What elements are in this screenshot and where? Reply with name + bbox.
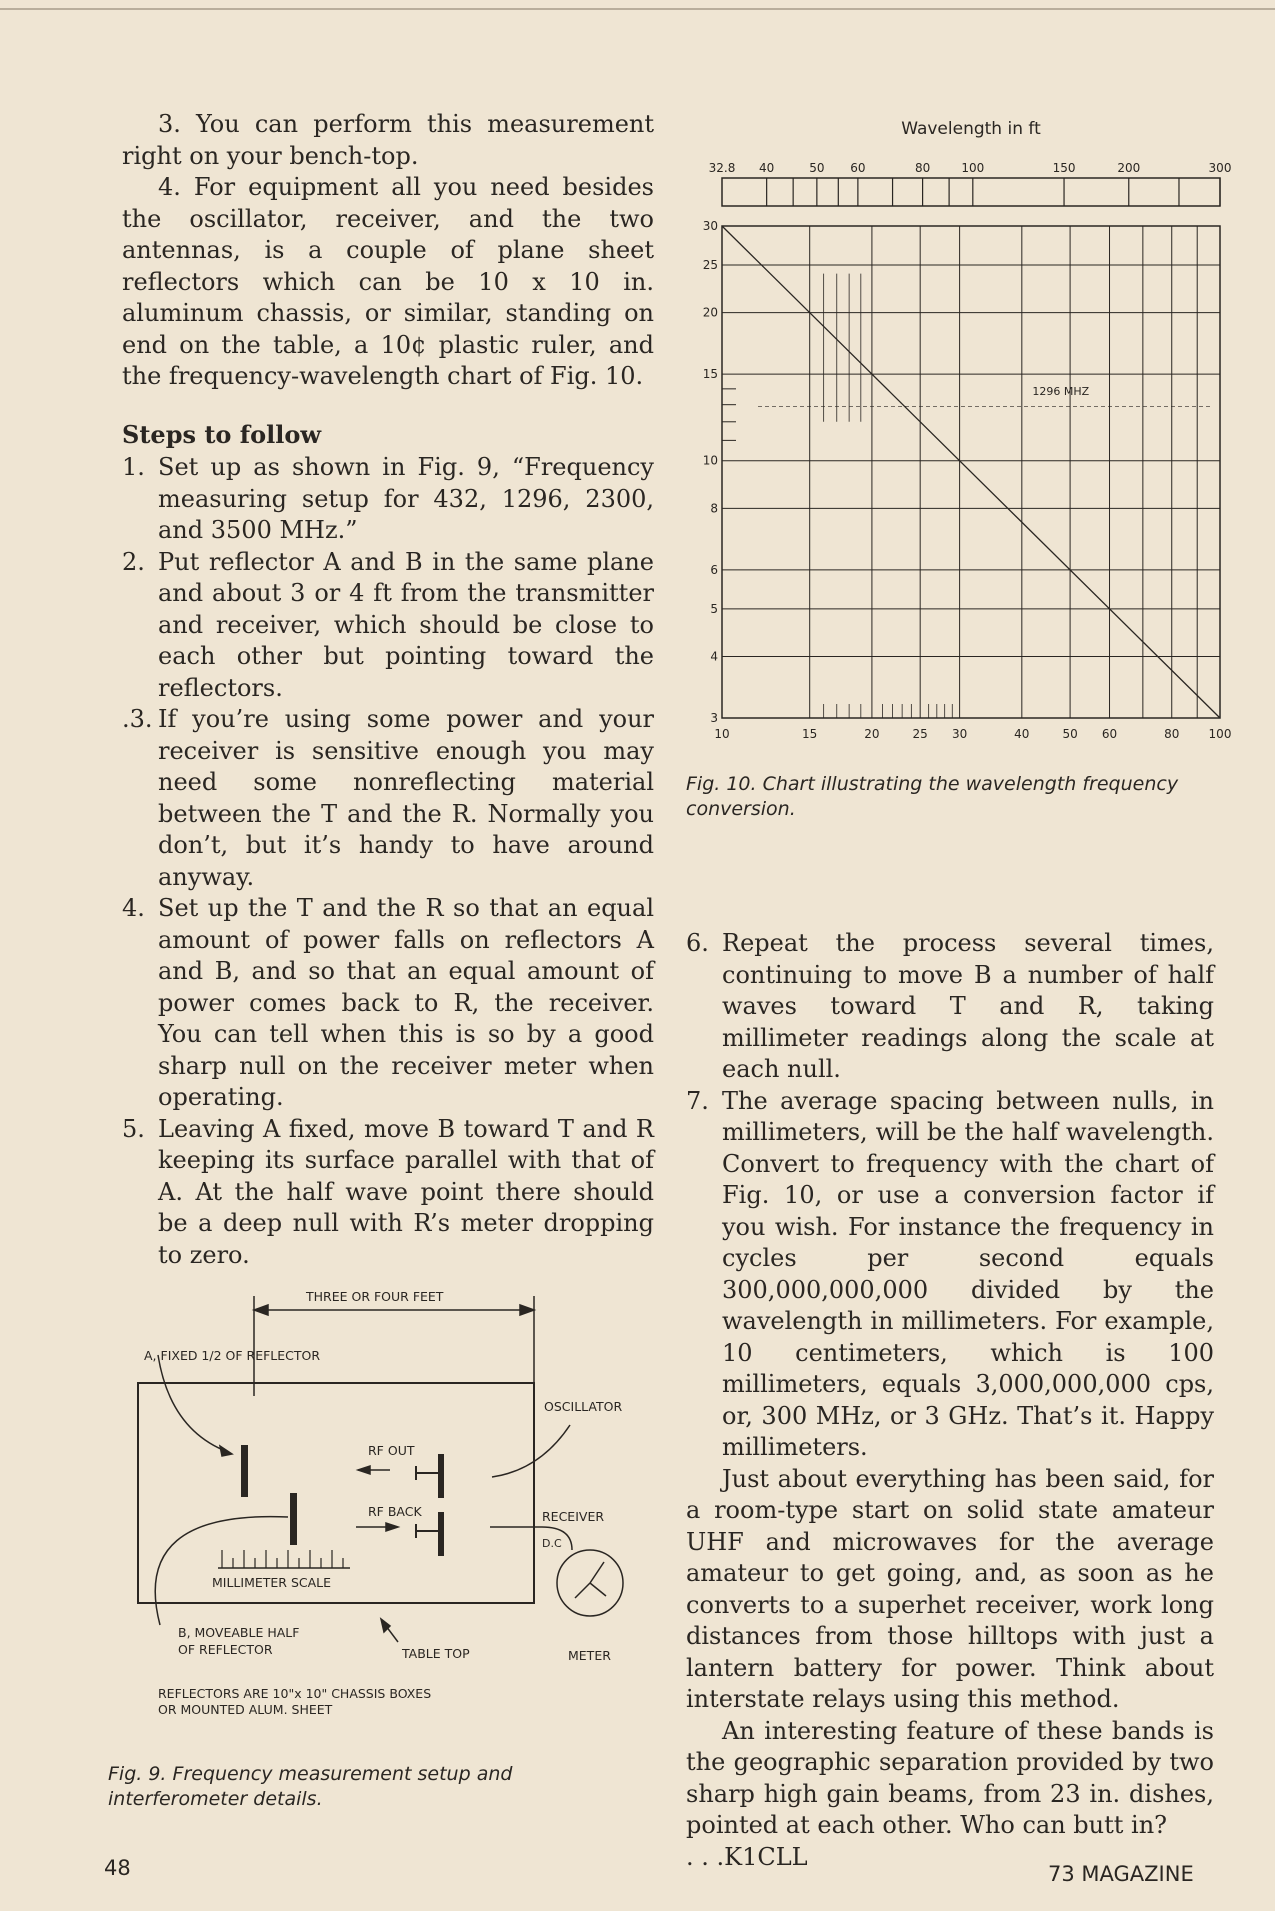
page-number: 48: [104, 1856, 131, 1880]
top-tick-label: 200: [1117, 161, 1141, 175]
x-tick-label: 60: [1101, 727, 1118, 741]
y-tick-label: 25: [702, 257, 718, 272]
top-rule: [0, 8, 1275, 10]
fig9-caption: Fig. 9. Frequency measurement setup and interferometer details.: [108, 1763, 513, 1810]
closing-paragraph: Just about everything has been said, for a room-type start on solid state amateur UHF and microwaves for the average amateur to get going, and, as soon as he converts to a superhet receiver, work long distances from those hilltops with just a lantern battery for power. Think about interstate relays using this method.: [686, 1464, 1214, 1713]
step-item: 7. The average spacing between nulls, in millimeters, will be the half wavelength. Convert to frequency with the chart of Fig. 10, or use a conversion factor if you wish. For instance the frequency in cycles per second equals 300,000,000,000 divided by the wavelength in millimeters. For example, 10 centimeters, which is 100 millimeters, equals 3,000,000,000 cps, or, 300 MHz, or 3 GHz. That’s it. Happy millimeters.: [686, 1086, 1214, 1461]
y-tick-label: 8: [710, 501, 718, 516]
closing-paragraph: An interesting feature of these bands is the geographic separation provided by two sharp high gain beams, from 23 in. dishes, pointed at each other. Who can butt in?: [686, 1716, 1214, 1839]
step-item: 4. Set up the T and the R so that an equal amount of power falls on reflectors A and B, and so that an equal amount of power comes back to R, the receiver. You can tell when this is so by a good sharp null on the receiver meter when operating.: [122, 894, 654, 1111]
fig9-label: D.C: [542, 1537, 562, 1550]
y-tick-label: 6: [710, 562, 718, 577]
fig9-label: REFLECTORS ARE 10"x 10" CHASSIS BOXES: [158, 1686, 432, 1701]
x-tick-label: 50: [1062, 727, 1078, 741]
conversion-line: [722, 226, 1220, 718]
y-tick-label: 15: [702, 367, 718, 382]
right-column: [686, 928, 1214, 1873]
x-tick-label: 30: [951, 727, 968, 741]
fig9-diagram: [120, 1280, 650, 1730]
chart-title: Wavelength in ft: [901, 119, 1041, 139]
fig9-label: THREE OR FOUR FEET: [306, 1289, 444, 1304]
author-signature: . . .K1CLL: [686, 1842, 808, 1871]
y-tick-label: 20: [702, 305, 718, 320]
fig9-label: RF BACK: [368, 1504, 422, 1519]
y-tick-label: 30: [702, 219, 718, 233]
fig9-label: RECEIVER: [542, 1509, 605, 1524]
fig9-label: TABLE TOP: [402, 1646, 470, 1661]
fig9-label: MILLIMETER SCALE: [212, 1575, 332, 1590]
fig10-chart: [686, 100, 1246, 760]
x-tick-label: 25: [912, 727, 928, 741]
item-3: 3. You can perform this measurement right on your bench-top.: [122, 110, 654, 170]
step-item: 1. Set up as shown in Fig. 9, “Frequency measuring setup for 432, 1296, 2300, and 3500 MHz.”: [122, 453, 654, 544]
x-tick-label: 20: [864, 727, 880, 741]
top-tick-label: 40: [759, 161, 775, 175]
fig9-label: B, MOVEABLE HALF: [178, 1625, 300, 1640]
x-tick-label: 80: [1164, 727, 1180, 741]
top-tick-label: 100: [961, 161, 985, 175]
top-tick-label: 50: [809, 161, 825, 175]
x-tick-label: 10: [714, 727, 730, 741]
y-tick-label: 5: [710, 601, 718, 616]
y-tick-label: 3: [710, 711, 718, 725]
fig9-label: RF OUT: [368, 1443, 415, 1458]
fig9-label: A, FIXED 1/2 OF REFLECTOR: [144, 1348, 321, 1363]
top-tick-label: 80: [914, 161, 931, 175]
fig10-caption: Fig. 10. Chart illustrating the wavelength frequency conversion.: [686, 773, 1179, 820]
step-item: 2. Put reflector A and B in the same plane and about 3 or 4 ft from the transmitter and receiver, which should be close to each other but pointing toward the reflectors.: [122, 547, 654, 702]
fig9-label: OSCILLATOR: [544, 1399, 623, 1414]
fig9-label: METER: [568, 1648, 611, 1663]
y-tick-label: 10: [702, 453, 718, 468]
wavelength-strip: [722, 178, 1220, 206]
magazine-name: 73 MAGAZINE: [1048, 1862, 1194, 1886]
top-tick-label: 32.8: [708, 161, 736, 175]
item-4: 4. For equipment all you need besides the oscillator, receiver, and the two antennas, is a couple of plane sheet reflectors which can be 10 x 10 in. aluminum chassis, or similar, standing on end on the table, a 10¢ plastic ruler, and the frequency-wavelength chart of Fig. 10.: [122, 173, 654, 390]
step-item: .3. If you’re using some power and your receiver is sensitive enough you may need some nonreflecting material between the T and the R. Normally you don’t, but it’s handy to have around anyway.: [122, 705, 654, 891]
step-item: 6. Repeat the process several times, continuing to move B a number of half waves toward T and R, taking millimeter readings along the scale at each null.: [686, 929, 1214, 1083]
top-tick-label: 150: [1052, 161, 1076, 175]
step-item: 5. Leaving A fixed, move B toward T and R keeping its surface parallel with that of A. At the half wave point there should be a deep null with R’s meter dropping to zero.: [122, 1114, 654, 1269]
x-tick-label: 100: [1208, 727, 1232, 741]
fig9-label: OR MOUNTED ALUM. SHEET: [158, 1702, 333, 1717]
top-tick-label: 60: [850, 161, 866, 175]
x-tick-label: 40: [1014, 727, 1030, 741]
section-heading: Steps to follow: [122, 419, 322, 449]
x-tick-label: 15: [802, 727, 818, 741]
left-column: [122, 109, 654, 1271]
top-tick-label: 300: [1208, 161, 1232, 175]
chart-annotation: 1296 MHZ: [1032, 385, 1090, 399]
y-tick-label: 4: [710, 649, 718, 664]
fig9-label: OF REFLECTOR: [178, 1642, 273, 1657]
